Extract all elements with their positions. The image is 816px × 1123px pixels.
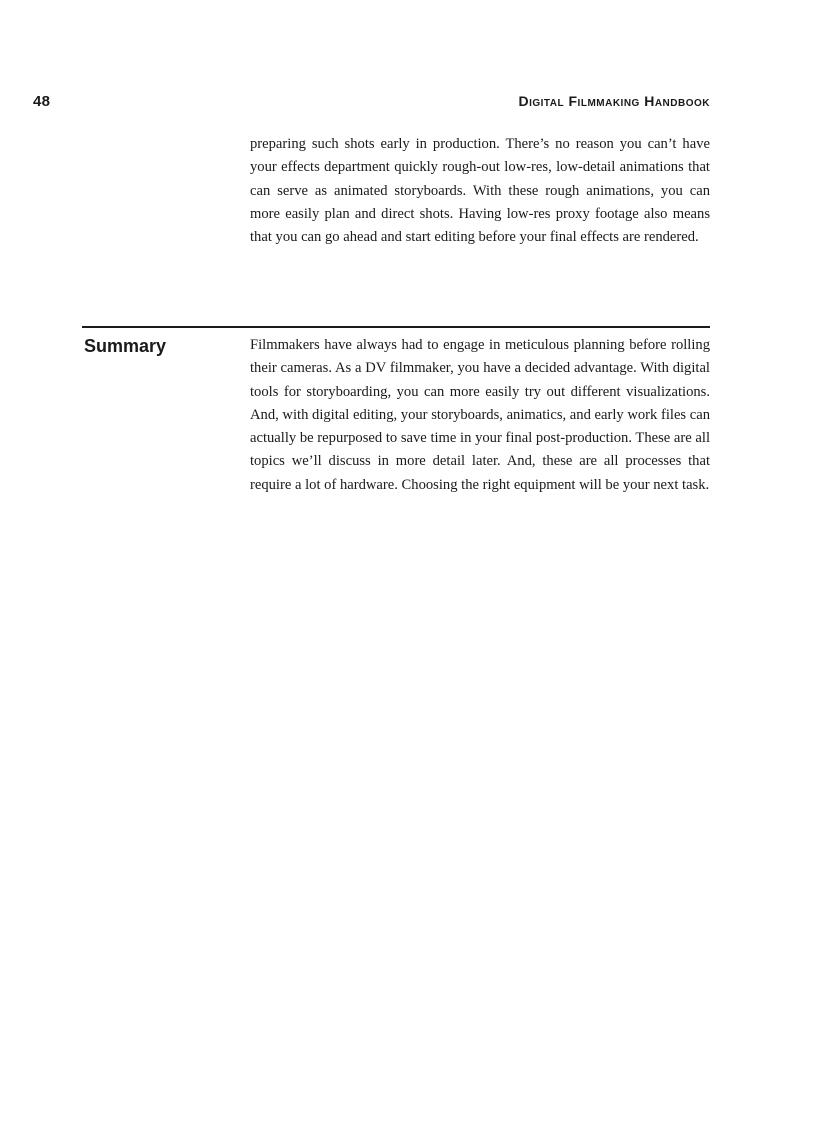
page-number: 48 <box>33 93 51 110</box>
continuation-paragraph: preparing such shots early in production. There’s no reason you can’t have your effects department quickly rough-out low-res, low-detail animations that can serve as animated storyboards. With these rough animations, you can more easily plan and direct shots. Having low-res proxy footage also means that you can go ahead and start editing before your final effects are rendered. <box>250 136 710 246</box>
summary-paragraph: Filmmakers have always had to engage in meticulous planning before rolling their cameras. As a DV filmmaker, you have a decided advantage. With digital tools for storyboarding, you can more easily try out different visualizations. And, with digital editing, your storyboards, animatics, and early work files can actually be repurposed to save time in your final post-production. These are all topics we’ll discuss in more detail later. And, these are all processes that require a lot of hardware. Choosing the right equipment will be your next task. <box>250 337 711 493</box>
section-heading-summary: Summary <box>84 336 167 356</box>
section-divider <box>82 326 710 328</box>
running-head: Digital Filmmaking Handbook <box>518 93 710 109</box>
